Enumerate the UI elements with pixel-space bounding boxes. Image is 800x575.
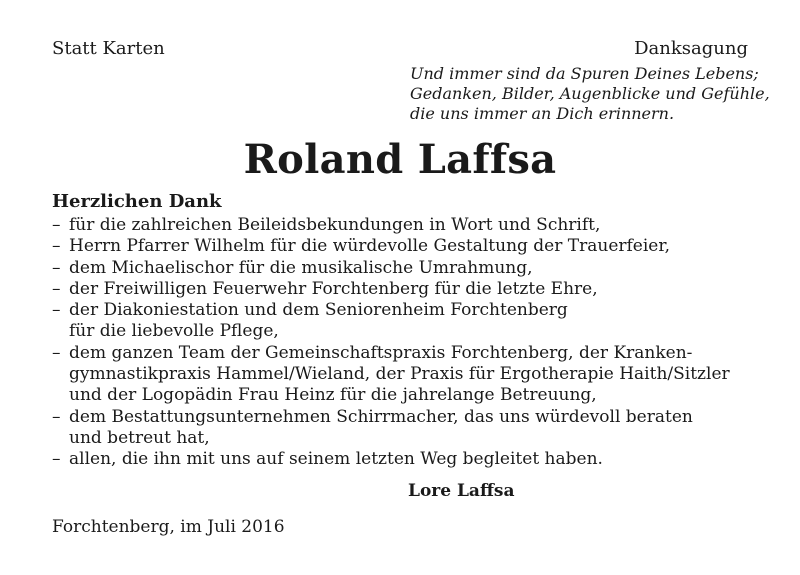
thanks-item-line: Herrn Pfarrer Wilhelm für die würdevolle Gestaltung der Trauerfeier, <box>69 236 671 257</box>
signature: Lore Laffsa <box>408 480 515 501</box>
thanks-item <box>52 236 748 257</box>
header-right-label: Danksagung <box>634 38 748 59</box>
dash-bullet: – <box>52 215 61 235</box>
thanks-item-line: und der Logopädin Frau Heinz für die jahrelange Betreuung, <box>69 385 597 406</box>
quote-line: Und immer sind da Spuren Deines Lebens; <box>410 64 759 83</box>
thanks-list <box>52 215 748 471</box>
thanks-item-line: der Freiwilligen Feuerwehr Forchtenberg für die letzte Ehre, <box>69 278 598 299</box>
deceased-name: Roland Laffsa <box>243 136 557 183</box>
thanks-item-line: dem Michaelischor für die musikalische Umrahmung, <box>69 257 533 278</box>
header-left-label: Statt Karten <box>52 38 165 59</box>
dash-bullet: – <box>52 342 61 363</box>
thanks-heading: Herzlichen Dank <box>52 191 222 212</box>
header-row <box>52 38 748 60</box>
thanks-item <box>52 215 748 236</box>
dash-bullet: – <box>52 449 61 470</box>
thanks-item-line: dem ganzen Team der Gemeinschaftspraxis Forchtenberg, der Kranken- <box>69 342 693 363</box>
thanks-item-line: gymnastikpraxis Hammel/Wieland, der Praxis für Ergotherapie Haith/Sitzler <box>69 364 730 385</box>
thanks-item-line: und betreut hat, <box>69 427 210 448</box>
thanks-item <box>52 407 748 450</box>
quote-line: die uns immer an Dich erinnern. <box>410 104 675 123</box>
thanks-item <box>52 300 748 343</box>
quote-line: Gedanken, Bilder, Augenblicke und Gefühle, <box>410 84 770 103</box>
dash-bullet: – <box>52 406 61 427</box>
dash-bullet: – <box>52 236 61 257</box>
thanks-item-line: der Diakoniestation und dem Seniorenheim Forchtenberg <box>69 300 568 321</box>
thanks-item <box>52 343 748 407</box>
dash-bullet: – <box>52 278 61 299</box>
thanks-item-line: allen, die ihn mit uns auf seinem letzten Weg begleitet haben. <box>69 449 603 470</box>
thanks-item <box>52 279 748 300</box>
thanks-item-line: für die liebevolle Pflege, <box>69 321 279 342</box>
memorial-quote <box>410 64 770 124</box>
thanks-item <box>52 258 748 279</box>
dash-bullet: – <box>52 300 61 321</box>
place-and-date: Forchtenberg, im Juli 2016 <box>52 516 285 537</box>
thanks-item-line: für die zahlreichen Beileidsbekundungen in Wort und Schrift, <box>69 215 601 235</box>
thanks-item-line: dem Bestattungsunternehmen Schirrmacher, das uns würdevoll beraten <box>69 406 693 427</box>
dash-bullet: – <box>52 257 61 278</box>
thanks-item <box>52 449 748 470</box>
